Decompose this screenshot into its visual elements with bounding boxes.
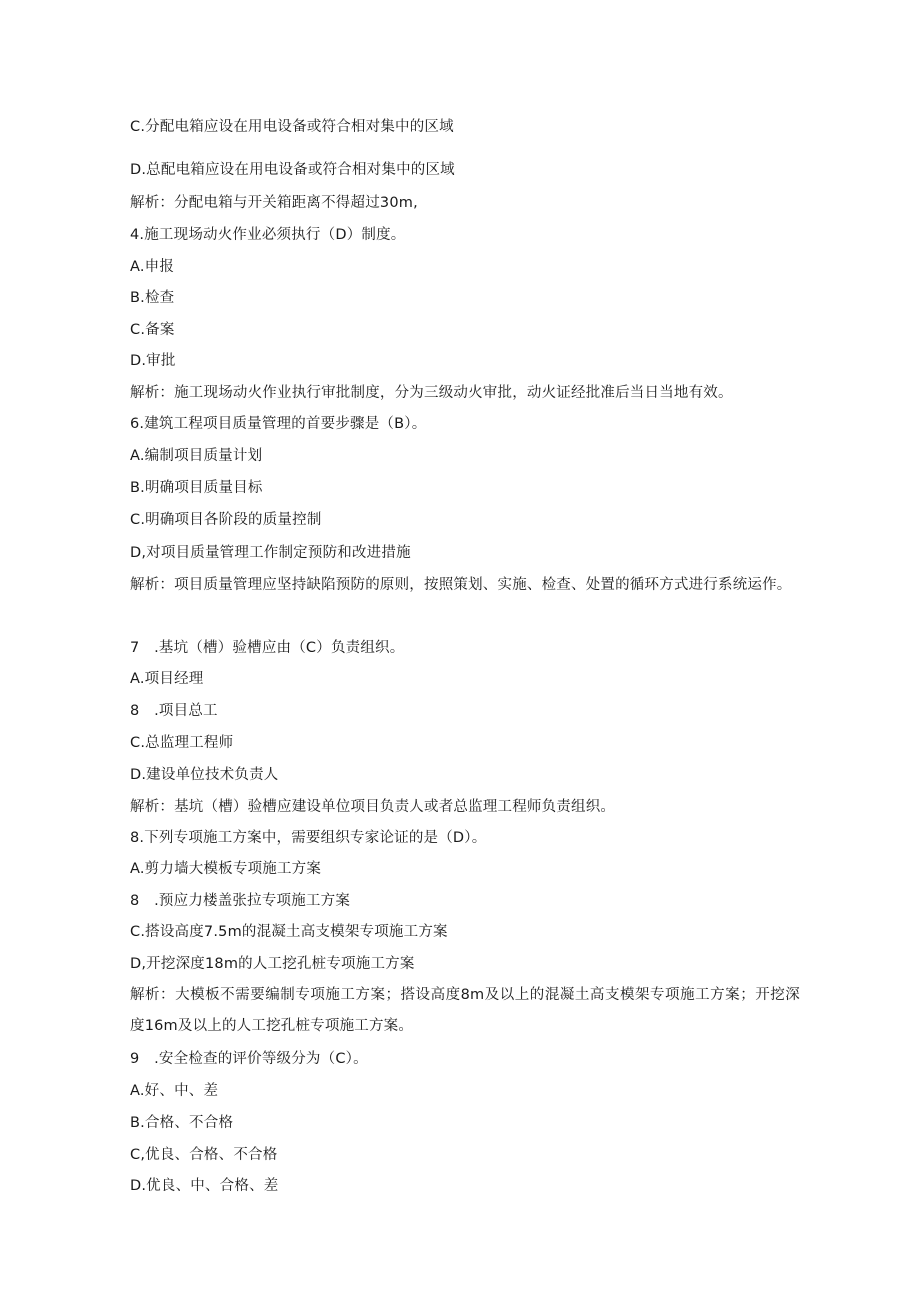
option-b-q7: 8 .项目总工	[130, 703, 218, 719]
option-b-q4: B.检查	[130, 290, 175, 306]
analysis-q4: 解析：施工现场动火作业执行审批制度，分为三级动火审批，动火证经批准后当日当地有效。	[130, 385, 733, 401]
question-4: 4.施工现场动火作业必须执行（D）制度。	[130, 227, 406, 243]
option-a-q7: A.项目经理	[130, 671, 204, 687]
option-d-q9: D.优良、中、合格、差	[130, 1178, 279, 1194]
option-d-q6: D,对项目质量管理工作制定预防和改进措施	[130, 545, 411, 561]
analysis-q3: 解析：分配电箱与开关箱距离不得超过30m,	[130, 195, 418, 211]
option-a-q6: A.编制项目质量计划	[130, 448, 263, 464]
option-c-q7: C.总监理工程师	[130, 735, 234, 751]
option-b-q8: 8 .预应力楼盖张拉专项施工方案	[130, 893, 351, 909]
option-a-q9: A.好、中、差	[130, 1083, 219, 1099]
option-d-q3: D.总配电箱应设在用电设备或符合相对集中的区域	[130, 162, 455, 178]
analysis-q7: 解析：基坑（槽）验槽应建设单位项目负责人或者总监理工程师负责组织。	[130, 799, 616, 815]
option-a-q8: A.剪力墙大模板专项施工方案	[130, 861, 322, 877]
option-d-q4: D.审批	[130, 353, 176, 369]
option-c-q9: C,优良、合格、不合格	[130, 1147, 278, 1163]
option-a-q4: A.申报	[130, 259, 175, 275]
analysis-q6: 解析：项目质量管理应坚持缺陷预防的原则，按照策划、实施、检查、处置的循环方式进行系统运作。	[130, 577, 792, 593]
option-b-q9: B.合格、不合格	[130, 1115, 234, 1131]
option-d-q8: D,开挖深度18m的人工挖孔桩专项施工方案	[130, 956, 415, 972]
question-9: 9 .安全检查的评价等级分为（C）。	[130, 1051, 368, 1067]
option-c-q4: C.备案	[130, 322, 175, 338]
option-c-q3: C.分配电箱应设在用电设备或符合相对集中的区域	[130, 119, 454, 135]
question-8: 8.下列专项施工方案中，需要组织专家论证的是（D）。	[130, 830, 487, 846]
option-c-q6: C.明确项目各阶段的质量控制	[130, 512, 322, 528]
option-b-q6: B.明确项目质量目标	[130, 480, 263, 496]
analysis-q8: 解析：大模板不需要编制专项施工方案；搭设高度8m及以上的混凝土高支模架专项施工方案；开挖深度16m及以上的人工挖孔桩专项施工方案。	[130, 987, 800, 1034]
question-6: 6.建筑工程项目质量管理的首要步骤是（B）。	[130, 416, 427, 432]
option-d-q7: D.建设单位技术负责人	[130, 767, 279, 783]
question-7: 7 .基坑（槽）验槽应由（C）负责组织。	[130, 640, 405, 656]
option-c-q8: C.搭设高度7.5m的混凝土高支模架专项施工方案	[130, 924, 448, 940]
